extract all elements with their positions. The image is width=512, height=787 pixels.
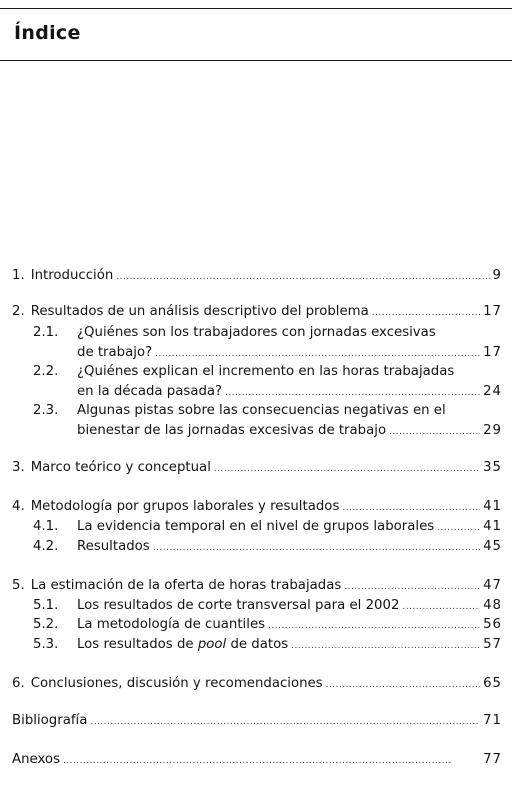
toc-number: 4. <box>12 499 25 514</box>
toc-page: 57 <box>483 637 502 652</box>
toc-page: 45 <box>483 539 502 554</box>
toc-page: 77 <box>483 752 502 767</box>
dot-leader <box>342 497 480 518</box>
toc-number: 4.1. <box>33 519 59 534</box>
toc-entry-2-2[interactable] <box>33 362 502 403</box>
toc-entry-estimacion-oferta[interactable] <box>12 576 502 597</box>
toc-number: 5.3. <box>33 637 59 652</box>
toc-title-line1: ¿Quiénes explican el incremento en las horas trabajadas <box>77 364 455 379</box>
dot-leader <box>214 458 480 479</box>
toc-entry-introduccion[interactable] <box>12 266 502 287</box>
toc-number: 2.1. <box>33 325 59 340</box>
toc-title: La metodología de cuantiles <box>77 617 266 632</box>
toc-number: 5.1. <box>33 598 59 613</box>
dot-leader <box>116 266 489 287</box>
dot-leader <box>291 635 480 656</box>
toc-page: 41 <box>483 499 502 514</box>
page-title: Índice <box>14 22 81 44</box>
toc-title-line2: en la década pasada? <box>77 384 223 399</box>
toc-number: 6. <box>12 676 25 691</box>
toc-entry-5-3[interactable] <box>33 635 502 656</box>
toc-page: 71 <box>483 713 502 728</box>
toc-title: Metodología por grupos laborales y resultados <box>30 499 340 514</box>
toc-page: 9 <box>492 268 502 283</box>
toc-entry-2-3[interactable] <box>33 401 502 442</box>
toc-entry-5-1[interactable] <box>33 596 502 617</box>
toc-title-line2: bienestar de las jornadas excesivas de trabajo <box>77 423 387 438</box>
toc-title: Introducción <box>30 268 114 283</box>
dot-leader <box>437 517 480 538</box>
dot-leader <box>389 421 480 442</box>
toc-title-italic: pool <box>197 637 227 652</box>
toc-title-part: de datos <box>226 637 289 652</box>
toc-title: Resultados de un análisis descriptivo del problema <box>30 304 369 319</box>
toc-title: Anexos <box>12 752 60 767</box>
dot-leader <box>268 615 480 636</box>
toc-title: Conclusiones, discusión y recomendaciones <box>30 676 323 691</box>
toc-number: 5. <box>12 578 25 593</box>
dot-leader <box>344 576 480 597</box>
dot-leader <box>155 343 480 364</box>
toc-number: 4.2. <box>33 539 59 554</box>
toc-title: Resultados <box>77 539 150 554</box>
toc-number: 2.2. <box>33 364 59 379</box>
dot-leader <box>326 674 480 695</box>
toc-page: 24 <box>483 384 502 399</box>
toc-page: 17 <box>483 345 502 360</box>
toc-title: Bibliografía <box>12 713 88 728</box>
toc-entry-5-2[interactable] <box>33 615 502 636</box>
toc-number: 2.3. <box>33 403 59 418</box>
dot-leader <box>225 382 480 403</box>
dot-leader <box>90 711 480 732</box>
dot-leader <box>63 750 480 771</box>
toc-number: 5.2. <box>33 617 59 632</box>
toc-entry-bibliografia[interactable] <box>12 711 502 732</box>
toc-title-part: Los resultados de <box>77 637 198 652</box>
toc-title: La evidencia temporal en el nivel de grupos laborales <box>77 519 435 534</box>
toc-page: 17 <box>483 304 502 319</box>
toc-page: 41 <box>483 519 502 534</box>
toc-entry-conclusiones[interactable] <box>12 674 502 695</box>
dot-leader <box>153 537 480 558</box>
toc-entry-2-1[interactable] <box>33 323 502 364</box>
toc-page: 56 <box>483 617 502 632</box>
toc-entry-marco-teorico[interactable] <box>12 458 502 479</box>
toc-page: 48 <box>483 598 502 613</box>
toc-number: 3. <box>12 460 25 475</box>
toc-entry-4-2[interactable] <box>33 537 502 558</box>
toc-page: 29 <box>483 423 502 438</box>
toc-title-line1: ¿Quiénes son los trabajadores con jornadas excesivas <box>77 325 436 340</box>
toc-page: 35 <box>483 460 502 475</box>
toc-title-line1: Algunas pistas sobre las consecuencias negativas en el <box>77 403 446 418</box>
dot-leader <box>402 596 480 617</box>
toc-entry-4-1[interactable] <box>33 517 502 538</box>
toc-title: Los resultados de corte transversal para el 2002 <box>77 598 400 613</box>
dot-leader <box>372 302 480 323</box>
toc-entry-resultados-analisis[interactable] <box>12 302 502 323</box>
toc-entry-anexos[interactable] <box>12 750 502 771</box>
toc-number: 1. <box>12 268 25 283</box>
toc-entry-metodologia[interactable] <box>12 497 502 518</box>
toc-title: La estimación de la oferta de horas trabajadas <box>30 578 342 593</box>
toc-page: 65 <box>483 676 502 691</box>
toc-number: 2. <box>12 304 25 319</box>
toc-title: Marco teórico y conceptual <box>30 460 211 475</box>
toc-title <box>77 635 288 655</box>
toc-page: 47 <box>483 578 502 593</box>
toc-title-line2: de trabajo? <box>77 345 153 360</box>
